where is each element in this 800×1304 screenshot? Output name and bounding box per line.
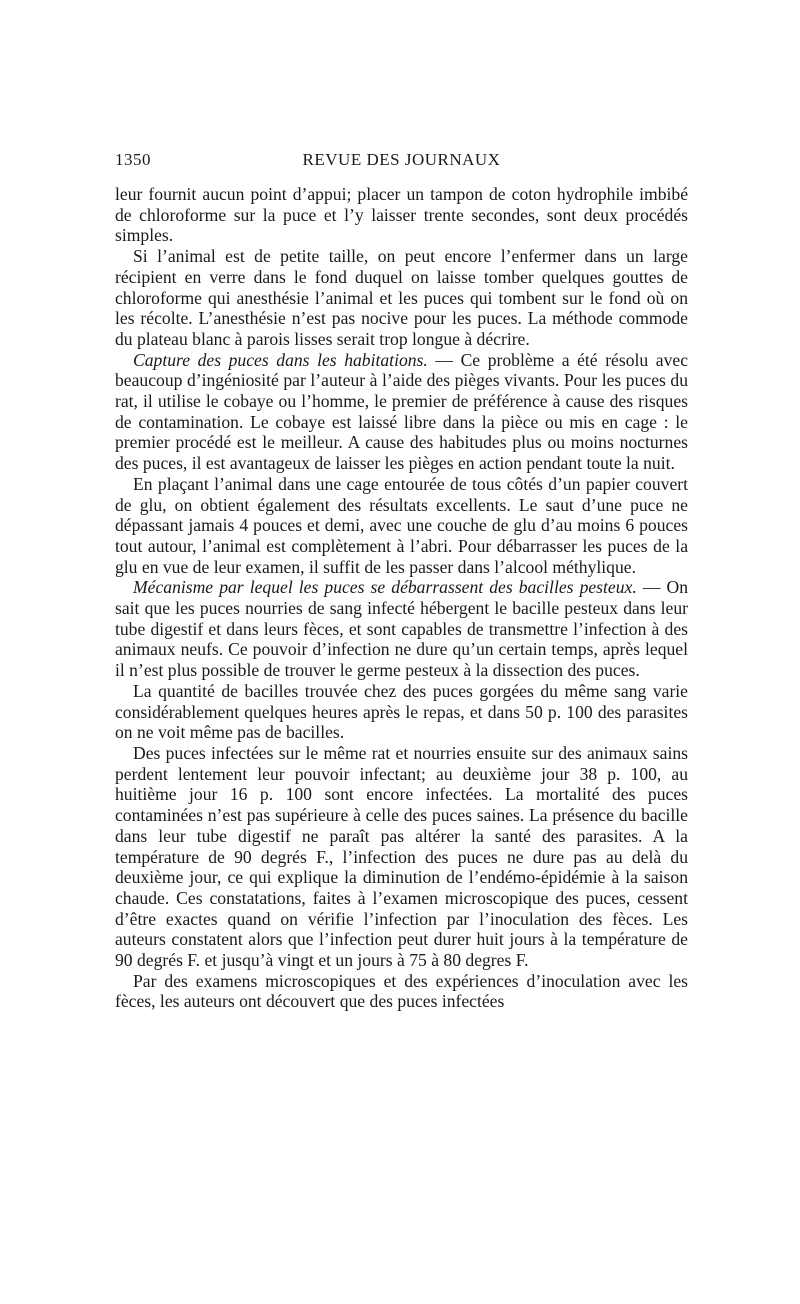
paragraph-mechanism <box>115 577 688 681</box>
paragraph-text: Si l’animal est de petite taille, on peut encore l’enfermer dans un large récipient en verre dans le fond duquel on laisse tomber quelques gouttes de chloroforme qui anesthésie l’animal et les puces qui tombent sur le fond où on les récolte. L’anesthésie n’est pas nocive pour les puces. La méthode commode du plateau blanc à parois lisses serait trop longue à décrire. <box>115 246 688 349</box>
page-number: 1350 <box>115 150 151 169</box>
paragraph-glue-cage <box>115 474 688 578</box>
paragraph-text: En plaçant l’animal dans une cage entourée de tous côtés d’un papier couvert de glu, on obtient également des résultats excellents. Le saut d’une puce ne dépassant jamais 4 pouces et demi, avec une couche de glu d’au moins 6 pouces tout autour, l’animal est complètement à l’abri. Pour débarrasser les puces de la glu en vue de leur examen, il suffit de les passer dans l’alcool méthylique. <box>115 473 688 577</box>
paragraph-text: — Ce problème a été résolu avec beaucoup d’ingéniosité par l’auteur à l’aide des pièges vivants. Pour les puces du rat, il utilise le cobaye ou l’homme, le premier de préférence à cause des risques de contamination. Le cobaye est laissé libre dans la pièce ou mis en cage : le premier procédé est le meilleur. A cause des habitudes plus ou moins nocturnes des puces, il est avantageux de laisser les pièges en action pendant toute la nuit. <box>115 349 688 474</box>
journal-title: REVUE DES JOURNAUX <box>302 150 501 169</box>
paragraph-infected-fleas <box>115 743 688 971</box>
running-head <box>115 150 688 174</box>
paragraph-quantity <box>115 681 688 743</box>
paragraph-text: Des puces infectées sur le même rat et nourries ensuite sur des animaux sains perdent lentement leur pouvoir infectant; au deuxième jour 38 p. 100, au huitième jour 16 p. 100 sont encore infectées. La mortalité des puces contaminées n’est pas supérieure à celle des puces saines. La présence du bacille dans leur tube digestif ne paraît pas altérer la santé des parasites. A la température de 90 degrés F., l’infection des puces ne dure pas au delà du deuxième jour, ce qui explique la diminution de l’endémo-épidémie à la saison chaude. Ces constatations, faites à l’examen microscopique des puces, cessent d’être exactes quand on vérifie l’infection par l’inoculation des fèces. Les auteurs constatent alors que l’infection peut durer huit jours à la température de 90 degrés F. et jusqu’à vingt et un jours à 75 à 80 degres F. <box>115 742 688 971</box>
paragraph-text: — On sait que les puces nourries de sang infecté hébergent le bacille pesteux dans leur tube digestif et dans leurs fèces, et sont capables de transmettre l’infection à des animaux neufs. Ce pouvoir d’infection ne dure qu’un certain temps, après lequel il n’est plus possible de trouver le germe pesteux à la dissection des puces. <box>115 577 688 681</box>
paragraph-anesthesia <box>115 246 688 350</box>
paragraph-continuation <box>115 184 688 246</box>
paragraph-text: Par des examens microscopiques et des expériences d’inoculation avec les fèces, les auteurs ont découvert que des puces infectées <box>115 970 688 1012</box>
paragraph-examinations <box>115 971 688 1012</box>
section-heading: Mécanisme par lequel les puces se débarrassent des bacilles pesteux. <box>133 577 637 598</box>
section-heading: Capture des puces dans les habitations. <box>133 349 428 370</box>
document-page <box>115 150 688 1012</box>
paragraph-capture <box>115 350 688 474</box>
article-body <box>115 184 688 1012</box>
paragraph-text: leur fournit aucun point d’appui; placer un tampon de coton hydrophile imbibé de chloroforme sur la puce et l’y laisser trente secondes, sont deux procédés simples. <box>115 184 688 246</box>
paragraph-text: La quantité de bacilles trouvée chez des puces gorgées du même sang varie considérablement quelques heures après le repas, et dans 50 p. 100 des parasites on ne voit même pas de bacilles. <box>115 680 688 743</box>
